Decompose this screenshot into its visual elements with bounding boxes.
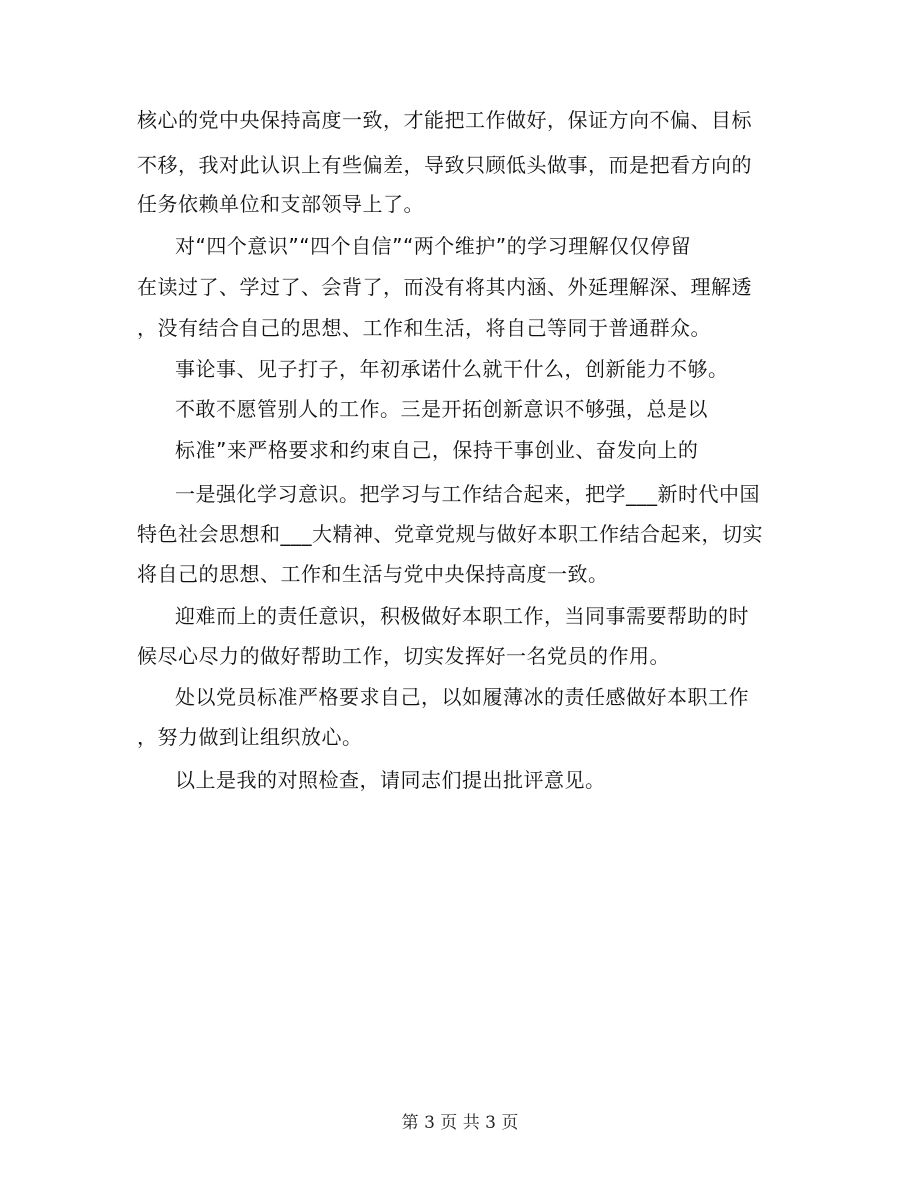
text-line: 候尽心尽力的做好帮助工作，切实发挥好一名党员的作用。 bbox=[137, 644, 670, 668]
text-line: 不移，我对此认识上有些偏差，导致只顾低头做事，而是把看方向的 bbox=[137, 153, 752, 177]
text-line: 在读过了、学过了、会背了，而没有将其内涵、外延理解深、理解透 bbox=[137, 275, 752, 299]
text-line: ，没有结合自己的思想、工作和生活，将自己等同于普通群众。 bbox=[137, 316, 711, 340]
text-line: 迎难而上的责任意识，积极做好本职工作，当同事需要帮助的时 bbox=[175, 604, 749, 628]
text-line: 以上是我的对照检查，请同志们提出批评意见。 bbox=[175, 768, 606, 792]
text-line: 事论事、见子打子，年初承诺什么就干什么，创新能力不够。 bbox=[175, 357, 729, 381]
text-line: 处以党员标准严格要求自己，以如履薄冰的责任感做好本职工作 bbox=[175, 685, 749, 709]
text-line: 标准”来严格要求和约束自己，保持干事创业、奋发向上的 bbox=[175, 438, 699, 462]
text-line: 特色社会思想和___大精神、党章党规与做好本职工作结合起来，切实 bbox=[137, 522, 763, 546]
text-line: 对“四个意识”“四个自信”“两个维护”的学习理解仅仅停留 bbox=[175, 234, 692, 258]
text-line: 将自己的思想、工作和生活与党中央保持高度一致。 bbox=[137, 562, 609, 586]
text-line: 核心的党中央保持高度一致，才能把工作做好，保证方向不偏、目标 bbox=[137, 108, 752, 132]
text-line: 任务依赖单位和支部领导上了。 bbox=[137, 192, 424, 216]
text-line: 不敢不愿管别人的工作。三是开拓创新意识不够强，总是以 bbox=[175, 397, 708, 421]
text-line: 一是强化学习意识。把学习与工作结合起来，把学___新时代中国 bbox=[175, 482, 760, 506]
page-number-footer: 第 3 页 共 3 页 bbox=[401, 1113, 519, 1133]
text-line: ，努力做到让组织放心。 bbox=[137, 725, 363, 749]
